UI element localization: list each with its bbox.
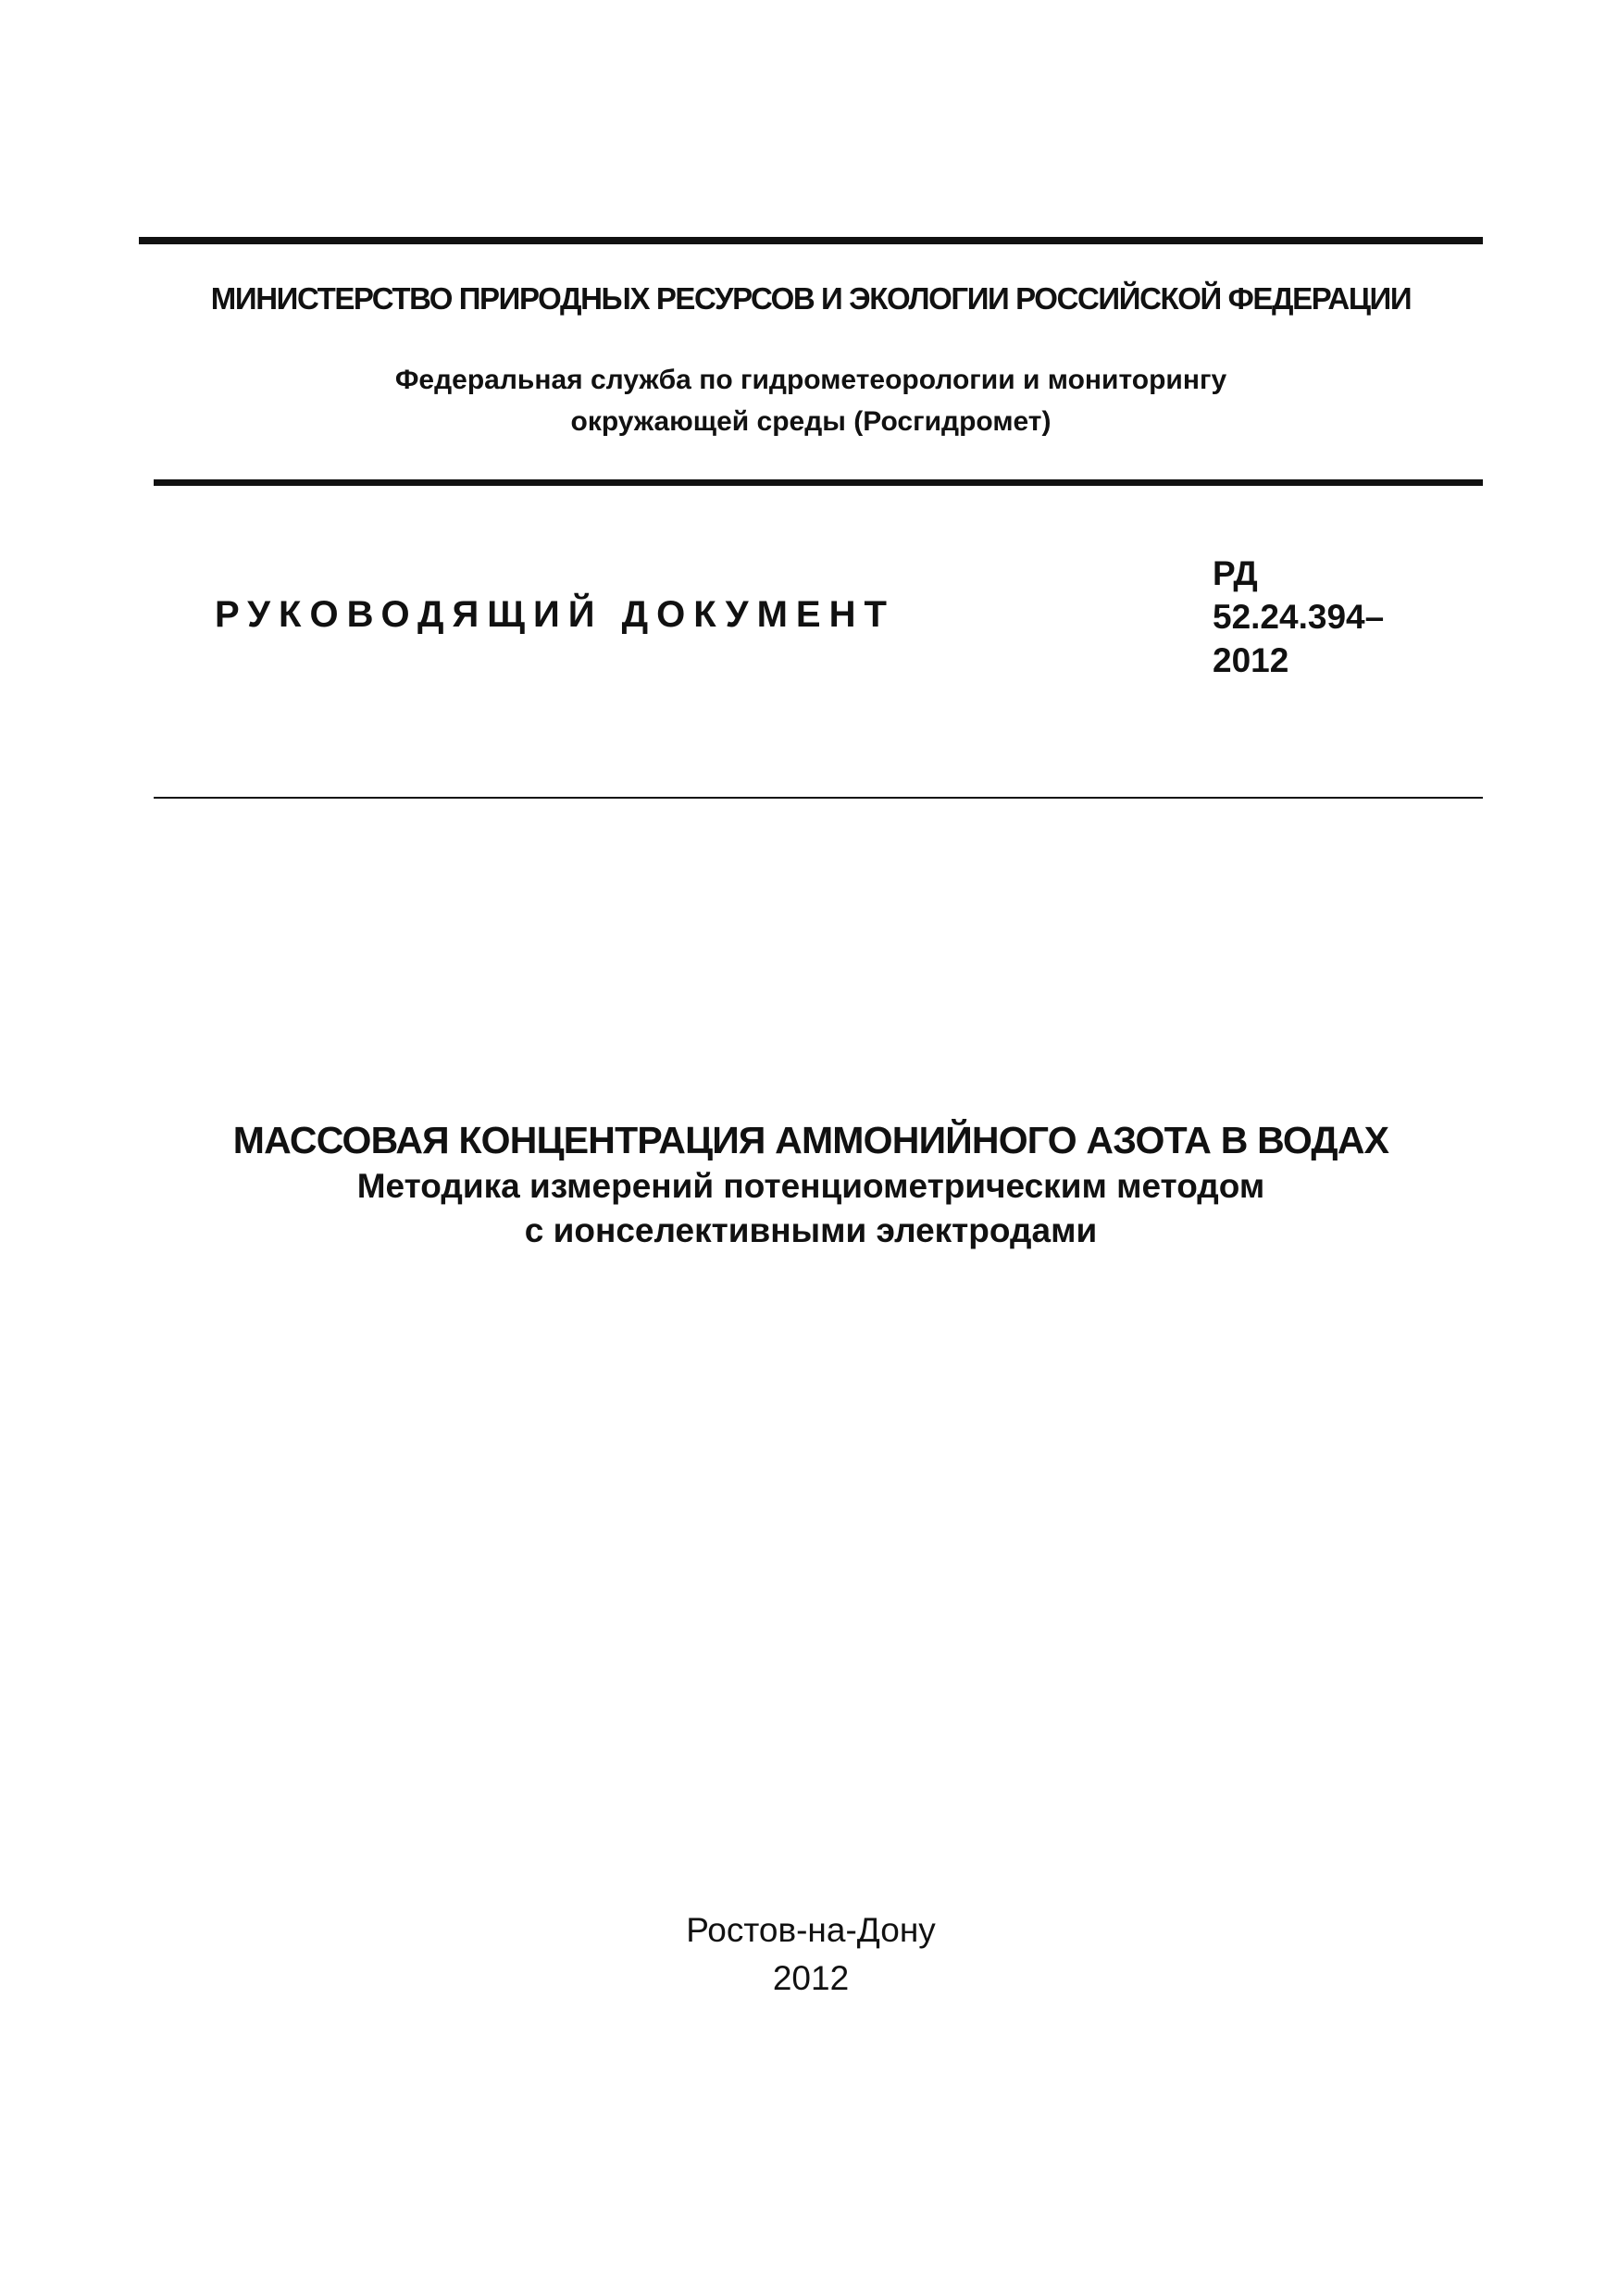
- top-rule: [139, 237, 1483, 244]
- title-subtitle-line-2: с ионселективными электродами: [524, 1211, 1098, 1249]
- document-number-code: 52.24.394–: [1213, 598, 1385, 636]
- document-number-prefix: РД: [1213, 554, 1258, 592]
- imprint-year: 2012: [772, 1959, 850, 1997]
- document-title: [139, 1116, 1483, 1253]
- imprint-city: Ростов-на-Дону: [686, 1911, 936, 1949]
- document-number: [1213, 552, 1384, 682]
- service-name-line-2: окружающей среды (Росгидромет): [570, 406, 1052, 437]
- title-main: МАССОВАЯ КОНЦЕНТРАЦИЯ АММОНИЙНОГО АЗОТА В ВОДАХ: [232, 1119, 1389, 1161]
- service-name-line-1: Федеральная служба по гидрометеорологии и мониторингу: [394, 365, 1227, 395]
- imprint: [139, 1906, 1483, 2003]
- document-number-year: 2012: [1213, 641, 1289, 679]
- service-name: [139, 359, 1483, 442]
- middle-rule: [154, 479, 1483, 486]
- bottom-rule: [154, 797, 1483, 799]
- ministry-name: МИНИСТЕРСТВО ПРИРОДНЫХ РЕСУРСОВ И ЭКОЛОГИИ РОССИЙСКОЙ ФЕДЕРАЦИИ: [210, 281, 1412, 316]
- title-subtitle-line-1: Методика измерений потенциометрическим методом: [356, 1167, 1265, 1205]
- document-type: РУКОВОДЯЩИЙ ДОКУМЕНТ: [215, 594, 895, 635]
